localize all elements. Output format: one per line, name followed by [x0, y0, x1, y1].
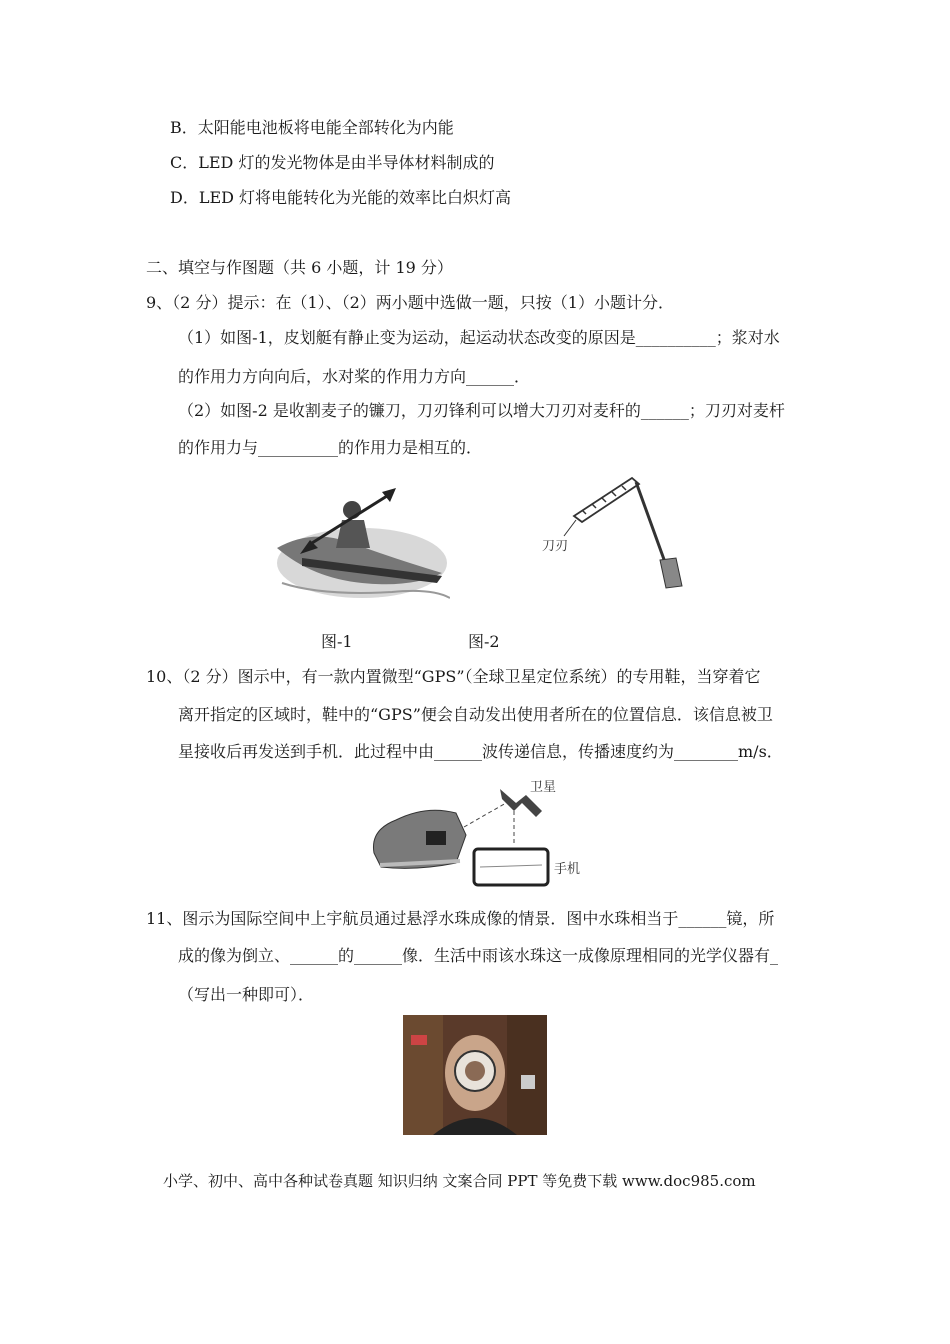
- figure-sickle: [536, 470, 706, 600]
- section-title: 二、填空与作图题（共 6 小题，计 19 分）: [146, 258, 453, 277]
- figure2-caption: 图-2: [468, 632, 500, 651]
- figure-astronaut-droplet: [403, 1015, 547, 1135]
- q11-line3: （写出一种即可）．: [178, 985, 315, 1004]
- q11-line1: 11、图示为国际空间中上宇航员通过悬浮水珠成像的情景．图中水珠相当于______镜，所: [146, 909, 775, 928]
- q9-part1-line2: 的作用力方向向后，水对桨的作用力方向______．: [178, 367, 531, 386]
- option-d: D．LED 灯将电能转化为光能的效率比白炽灯高: [170, 188, 512, 207]
- label-phone: 手机: [554, 861, 581, 876]
- q10-line1: 10、（2 分）图示中，有一款内置微型“GPS”（全球卫星定位系统）的专用鞋，当穿着它: [146, 667, 761, 686]
- figure1-caption: 图-1: [321, 632, 353, 651]
- figure-kayak: [272, 488, 450, 604]
- q10-line2: 离开指定的区域时，鞋中的“GPS”便会自动发出使用者所在的位置信息．该信息被卫: [178, 705, 773, 724]
- q9-part2-line2: 的作用力与__________的作用力是相互的．: [178, 438, 483, 457]
- q9-part1-line1: （1）如图-1，皮划艇有静止变为运动，起运动状态改变的原因是__________；浆对水: [178, 328, 780, 347]
- q11-line2: 成的像为倒立、______的______像．生活中雨该水珠这一成像原理相同的光学仪器有_: [178, 946, 779, 965]
- q9-stem: 9、（2 分）提示：在（1）、（2）两小题中选做一题，只按（1）小题计分．: [146, 293, 674, 312]
- option-b: B．太阳能电池板将电能全部转化为内能: [170, 118, 454, 137]
- q9-part2-line1: （2）如图-2 是收割麦子的镰刀，刀刃锋利可以增大刀刃对麦秆的______；刀刃对麦杆: [178, 401, 785, 420]
- figure2-label-blade: 刀刃: [542, 538, 569, 553]
- label-satellite: 卫星: [530, 779, 557, 794]
- footer: 小学、初中、高中各种试卷真题 知识归纳 文案合同 PPT 等免费下载 www.doc985.com: [163, 1172, 756, 1190]
- option-c: C．LED 灯的发光物体是由半导体材料制成的: [170, 153, 495, 172]
- q10-line3: 星接收后再发送到手机．此过程中由______波传递信息，传播速度约为________m/s．: [178, 742, 783, 761]
- figure-gps-shoe: [366, 775, 586, 887]
